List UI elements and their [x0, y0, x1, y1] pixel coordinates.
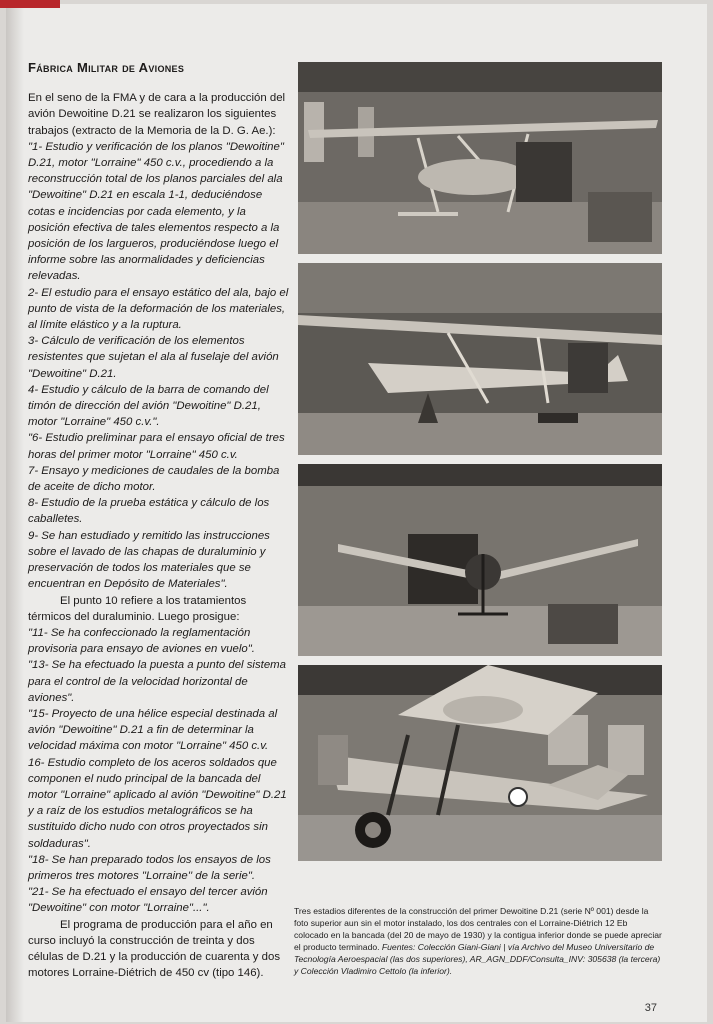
memo-item-21: "21- Se ha efectuado el ensayo del tercer avión "Dewoitine" con motor "Lorraine"...".	[28, 886, 268, 915]
page-number: 37	[644, 1002, 657, 1014]
caption-sources: Fuentes: Colección Giani-Giani | vía Archivo del Museo Universitario de Tecnología Aeroespacial (las dos superiores), AR_AGN_DDF/Consulta_INV: 305638 (la tercera) y Colección Vladimiro Cettolo (la inferior).	[294, 942, 661, 976]
photo-engine-mounted-side	[298, 263, 662, 455]
memo-item-2: 2- El estudio para el ensayo estático del ala, bajo el punto de vista de la deformación de los materiales, al límite elástico y a la ruptura.	[28, 286, 289, 332]
memo-item-1: "1- Estudio y verificación de los planos "Dewoitine" D.21, motor "Lorraine" 450 c.v., procediendo a la reconstrucción total de los planos parciales del ala "Dewoitine" D.21 en escala 1-1, deduciéndose cotas e incidencias por cada elemento, y la posición efectiva de tales elementos respecto a la posición de los largueros, produciéndose luego el informe sobre las anormalidades y deficiencias relevadas.	[28, 140, 284, 283]
page-binding-shadow	[6, 4, 24, 1022]
article-column	[28, 60, 290, 981]
memo-item-6: "6- Estudio preliminar para el ensayo oficial de tres horas del primer motor "Lorraine" 450 c.v.	[28, 432, 285, 461]
photo-wing-without-engine	[298, 62, 662, 254]
magazine-page	[6, 4, 707, 1022]
memo-item-3: 3- Cálculo de verificación de los elementos resistentes que sujetan el ala al fuselaje del avión "Dewoitine" D.21.	[28, 335, 279, 380]
intro-paragraph: En el seno de la FMA y de cara a la producción del avión Dewoitine D.21 se realizaron los siguientes trabajos (extracto de la Memoria de la D. G. Ae.):	[28, 92, 286, 137]
photo-column	[298, 62, 662, 870]
photo-finished-aircraft	[298, 665, 662, 861]
photo-caption	[294, 905, 664, 977]
bridge-paragraph: El punto 10 refiere a los tratamientos térmicos del duraluminio. Luego prosigue:	[28, 594, 247, 623]
memo-item-9: 9- Se han estudiado y remitido las instrucciones sobre el lavado de las chapas de duraluminio y preservación de todos los materiales que se encuentran en Depósito de Materiales".	[28, 529, 270, 591]
section-color-tab	[0, 0, 60, 8]
memo-item-18: "18- Se han preparado todos los ensayos de los primeros tres motores "Lorraine'' de la serie".	[28, 853, 271, 882]
memo-item-4: 4- Estudio y cálculo de la barra de comando del timón de dirección del avión "Dewoitine" D.21, motor "Lorraine" 450 c.v.".	[28, 383, 269, 429]
article-heading: Fábrica Militar de Aviones	[28, 60, 185, 75]
memo-item-11: "11- Se ha confeccionado la reglamentación provisoria para ensayo de aviones en vuelo".	[28, 626, 255, 656]
memo-item-8: 8- Estudio de la prueba estática y cálculo de los caballetes.	[28, 497, 270, 526]
photo-engine-mounted-front	[298, 464, 662, 656]
memo-item-13: "13- Se ha efectuado la puesta a punto del sistema para el control de la velocidad horizontal de aviones".	[28, 659, 286, 704]
memo-item-16: 16- Estudio completo de los aceros soldados que componen el nudo principal de la bancada del motor "Lorraine" aplicado al avión "Dewoitine" D.21 y a raíz de los estudios metalográficos se ha sustituido dicho nudo con otros proyectados sin soldaduras".	[28, 756, 287, 850]
caption-text: Tres estadios diferentes de la construcción del primer Dewoitine D.21 (serie Nº 001) desde la foto superior aun sin el motor instalado, los dos centrales con el Lorraine-Diétrich 12 Eb colocado en la bancada (del 20 de mayo de 1930) y la contigua inferior donde se puede apreciar el producto terminado.	[294, 906, 662, 952]
memo-item-15: "15- Proyecto de una hélice especial destinada al avión "Dewoitine" D.21 a fin de determinar la velocidad máxima con motor "Lorraine" 450 c.v.	[28, 707, 278, 753]
memo-item-7: 7- Ensayo y mediciones de caudales de la bomba de aceite de dicho motor.	[28, 464, 280, 494]
closing-paragraph: El programa de producción para el año en curso incluyó la construcción de treinta y dos células de D.21 y la producción de cuarenta y dos motores Lorraine-Diétrich de 450 cv (tipo 146).	[28, 918, 281, 980]
